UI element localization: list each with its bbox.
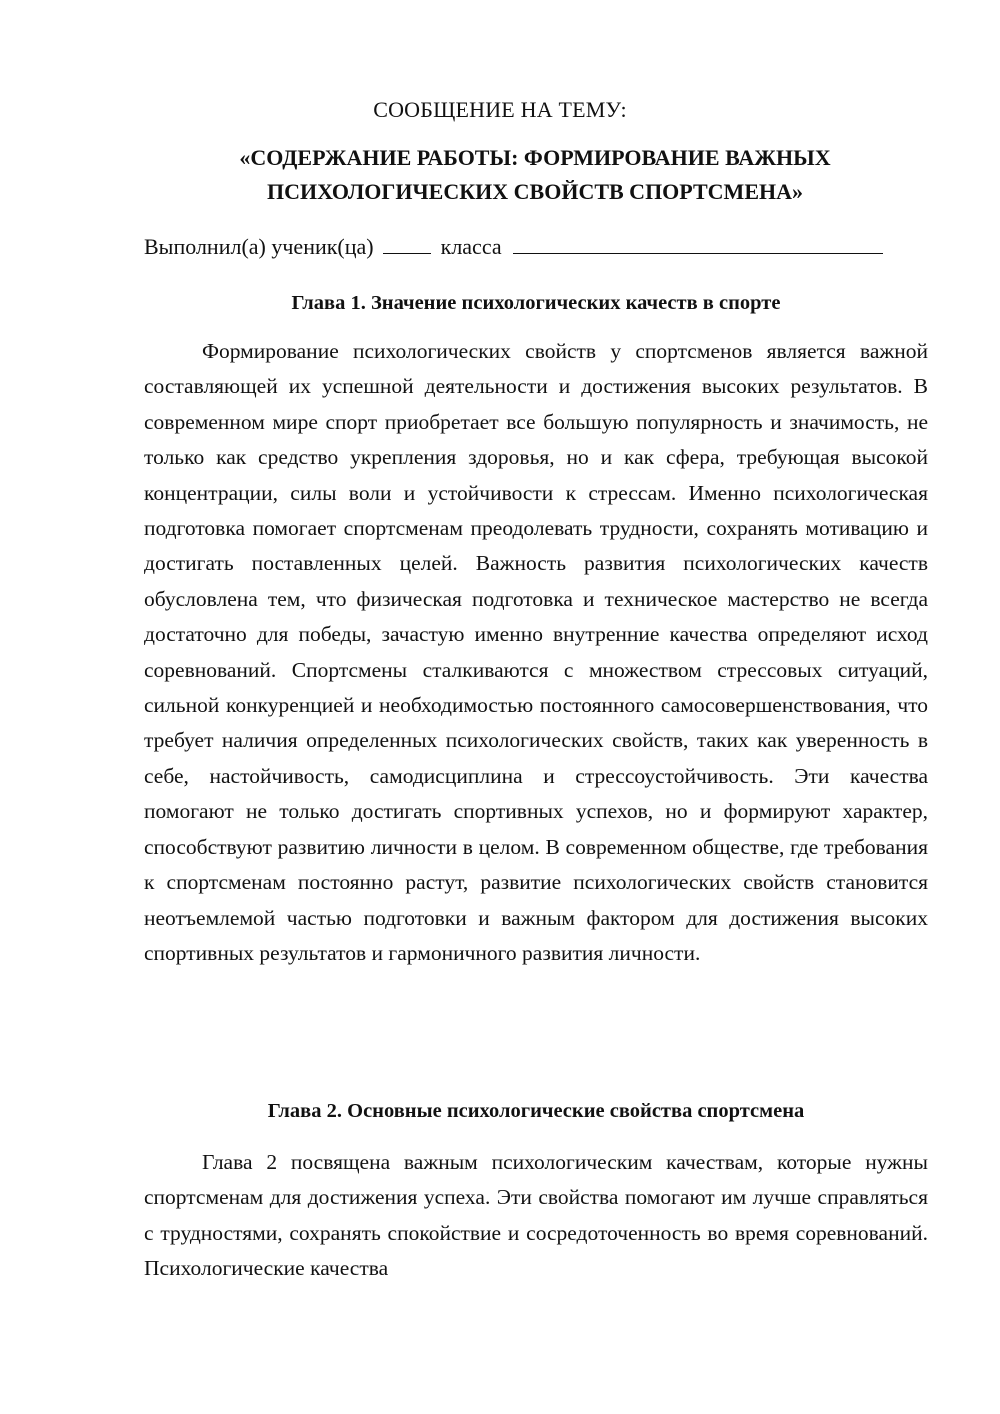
chapter-2-paragraph: Глава 2 посвящена важным психологическим качествам, которые нужны спортсменам для достижения успеха. Эти свойства помогают им лучше справляться с трудностями, сохранять спокойствие и сосредоточенность во время соревнований. Психологические качества (144, 1150, 928, 1281)
author-prefix: Выполнил(а) ученик(ца) (144, 234, 374, 259)
chapter-2-heading: Глава 2. Основные психологические свойства спортсмена (267, 1100, 805, 1122)
chapter-1-paragraph: Формирование психологических свойств у спортсменов является важной составляющей их успешной деятельности и достижения высоких результатов. В современном мире спорт приобретает все большую популярность и значимость, не только как средство укрепления здоровья, но и как сфера, требующая высокой концентрации, силы воли и устойчивости к стрессам. Именно психологическая подготовка помогает спортсменам преодолевать трудности, сохранять мотивацию и достигать поставленных целей. Важность развития психологических качеств обусловлена тем, что физическая подготовка и техническое мастерство не всегда достаточно для победы, зачастую именно внутренние качества определяют исход соревнований. Спортсмены сталкиваются с множеством стрессовых ситуаций, сильной конкуренцией и необходимостью постоянного самосовершенствования, что требует наличия определенных психологических свойств, таких как уверенность в себе, настойчивость, самодисциплина и стрессоустойчивость. Эти качества помогают не только достигать спортивных успехов, но и формируют характер, способствуют развитию личности в целом. В современном обществе, где требования к спортсменам постоянно растут, развитие психологических свойств становится неотъемлемой частью подготовки и важным фактором для достижения высоких спортивных результатов и гармоничного развития личности. (144, 339, 928, 965)
document-topic: «СОДЕРЖАНИЕ РАБОТЫ: ФОРМИРОВАНИЕ ВАЖНЫХ ПСИХОЛОГИЧЕСКИХ СВОЙСТВ СПОРТСМЕНА» (239, 145, 831, 204)
name-blank (513, 231, 883, 254)
chapter-1-heading: Глава 1. Значение психологических качеств в спорте (291, 292, 781, 314)
author-line (144, 230, 883, 264)
document-title: СООБЩЕНИЕ НА ТЕМУ: (373, 97, 627, 122)
grade-blank (383, 231, 431, 254)
class-label: класса (440, 234, 502, 259)
